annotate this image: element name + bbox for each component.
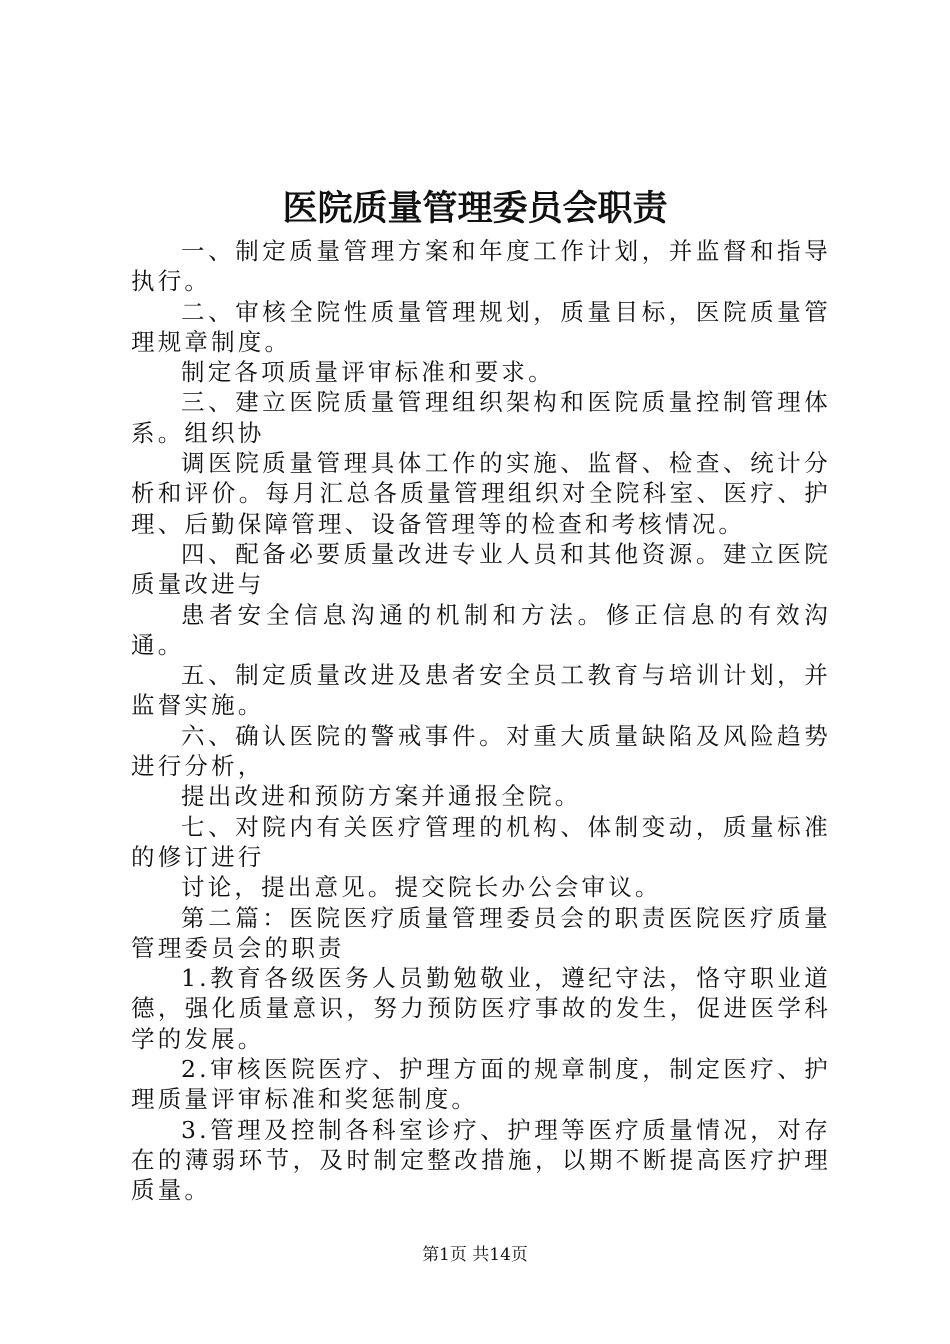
paragraph-14: 1.教育各级医务人员勤勉敬业，遵纪守法，恪守职业道德，强化质量意识，努力预防医疗事故的发生，促进医学科学的发展。: [131, 964, 831, 1053]
paragraph-2: 二、审核全院性质量管理规划，质量目标，医院质量管理规章制度。: [131, 297, 831, 356]
paragraph-12: 讨论，提出意见。提交院长办公会审议。: [181, 873, 662, 902]
paragraph-15: 2.审核医院医疗、护理方面的规章制度，制定医疗、护理质量评审标准和奖惩制度。: [131, 1055, 831, 1114]
paragraph-8: 五、制定质量改进及患者安全员工教育与培训计划，并监督实施。: [131, 661, 831, 720]
paragraph-9: 六、确认医院的警戒事件。对重大质量缺陷及风险趋势进行分析，: [131, 721, 831, 781]
paragraph-13: 第二篇：医院医疗质量管理委员会的职责医院医疗质量管理委员会的职责: [131, 903, 831, 962]
paragraph-10: 提出改进和预防方案并通报全院。: [181, 782, 582, 811]
paragraph-16: 3.管理及控制各科室诊疗、护理等医疗质量情况，对存在的薄弱环节，及时制定整改措施，以期不断提高医疗护理质量。: [131, 1115, 831, 1205]
document-body: [131, 236, 831, 1206]
paragraph-6: 四、配备必要质量改进专业人员和其他资源。建立医院质量改进与: [131, 539, 831, 599]
paragraph-7: 患者安全信息沟通的机制和方法。修正信息的有效沟通。: [131, 600, 831, 659]
paragraph-4: 三、建立医院质量管理组织架构和医院质量控制管理体系。组织协: [131, 388, 831, 447]
paragraph-1: 一、制定质量管理方案和年度工作计划，并监督和指导执行。: [131, 237, 831, 296]
document-title: 医院质量管理委员会职责: [282, 188, 668, 229]
page-footer: 第1页 共14页: [422, 1245, 528, 1265]
paragraph-5: 调医院质量管理具体工作的实施、监督、检查、统计分析和评价。每月汇总各质量管理组织对全院科室、医疗、护理、后勤保障管理、设备管理等的检查和考核情况。: [131, 449, 831, 538]
paragraph-11: 七、对院内有关医疗管理的机构、体制变动，质量标准的修订进行: [131, 812, 831, 871]
paragraph-3: 制定各项质量评审标准和要求。: [181, 358, 555, 387]
